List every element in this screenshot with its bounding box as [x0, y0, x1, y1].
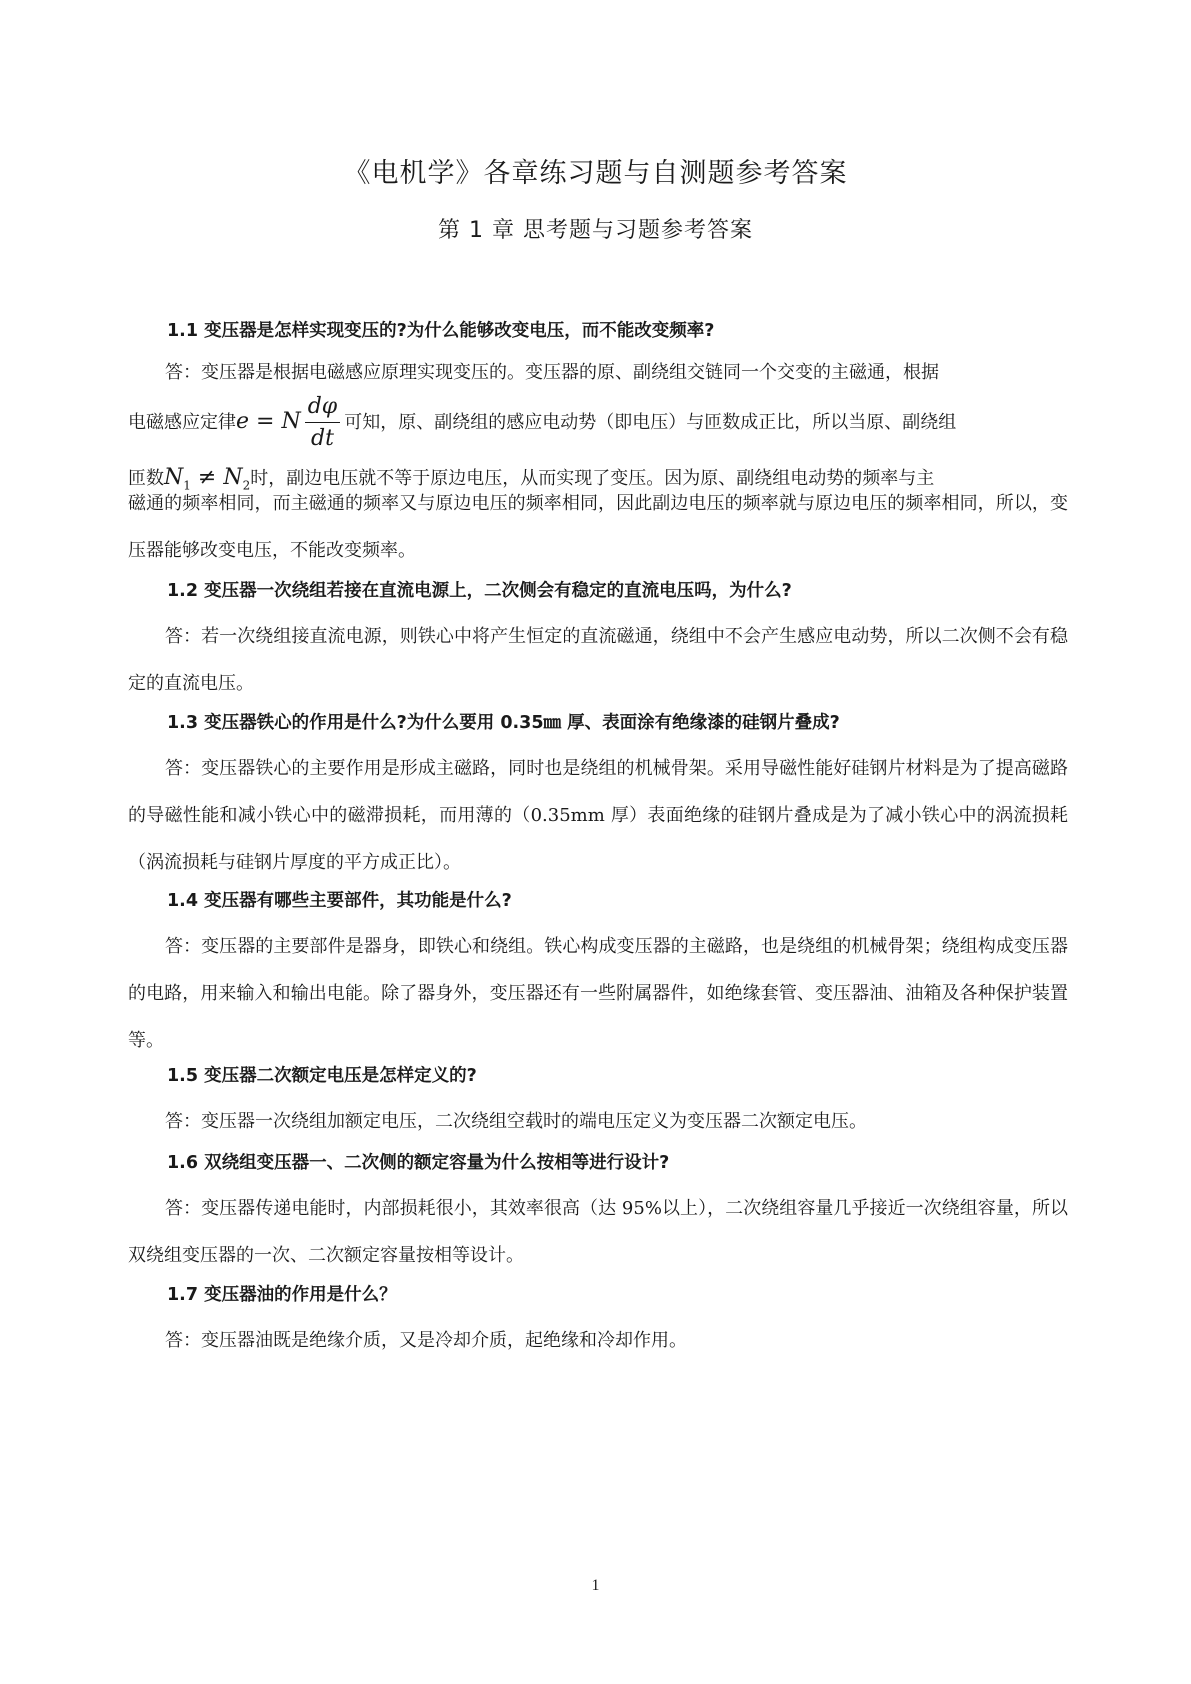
answer-text: 电磁感应定律 — [128, 412, 236, 433]
answer-1-3: 答：变压器铁心的主要作用是形成主磁路，同时也是绕组的机械骨架。采用导磁性能好硅钢片材料是为了提高磁路的导磁性能和减小铁心中的磁滞损耗，而用薄的（0.35mm 厚）表面绝缘的硅钢片叠成是为了减小铁心中的涡流损耗（涡流损耗与硅钢片厚度的平方成正比）。 — [128, 758, 1068, 873]
question-1-5: 1.5 变压器二次额定电压是怎样定义的? — [167, 1066, 477, 1086]
n2-symbol: N — [223, 465, 243, 490]
n1-subscript: 1 — [183, 478, 191, 493]
page-number: 1 — [591, 1577, 600, 1594]
question-1-3: 1.3 变压器铁心的作用是什么?为什么要用 0.35㎜ 厚、表面涂有绝缘漆的硅钢片叠成? — [167, 713, 840, 733]
answer-1-5: 答：变压器一次绕组加额定电压，二次绕组空载时的端电压定义为变压器二次额定电压。 — [165, 1111, 867, 1132]
not-equal-sign: ≠ — [190, 465, 224, 490]
question-1-1: 1.1 变压器是怎样实现变压的?为什么能够改变电压，而不能改变频率? — [167, 321, 715, 341]
formula-fraction — [305, 394, 341, 453]
answer-1-1-line-1: 答：变压器是根据电磁感应原理实现变压的。变压器的原、副绕组交链同一个交变的主磁通，根据 — [165, 362, 939, 383]
answer-1-2: 答：若一次绕组接直流电源，则铁心中将产生恒定的直流磁通，绕组中不会产生感应电动势，所以二次侧不会有稳定的直流电压。 — [128, 626, 1068, 694]
answer-text: 匝数 — [128, 468, 164, 489]
answer-text: 可知，原、副绕组的感应电动势（即电压）与匝数成正比，所以当原、副绕组 — [344, 412, 957, 433]
answer-1-1-line-2 — [128, 392, 1068, 452]
formula-numerator: dφ — [305, 394, 341, 423]
chapter-title: 第 1 章 思考题与习题参考答案 — [438, 218, 753, 243]
n1-symbol: N — [164, 465, 184, 490]
formula-lhs: e = N — [236, 409, 301, 434]
question-1-4: 1.4 变压器有哪些主要部件，其功能是什么? — [167, 891, 512, 911]
question-1-2: 1.2 变压器一次绕组若接在直流电源上，二次侧会有稳定的直流电压吗，为什么? — [167, 581, 792, 601]
answer-text: 时，副边电压就不等于原边电压，从而实现了变压。因为原、副绕组电动势的频率与主 — [250, 468, 935, 489]
question-1-6: 1.6 双绕组变压器一、二次侧的额定容量为什么按相等进行设计? — [167, 1153, 670, 1173]
answer-1-7: 答：变压器油既是绝缘介质，又是冷却介质，起绝缘和冷却作用。 — [165, 1330, 687, 1351]
answer-1-1-rest: 磁通的频率相同，而主磁通的频率又与原边电压的频率相同，因此副边电压的频率就与原边电压的频率相同，所以，变压器能够改变电压，不能改变频率。 — [128, 493, 1068, 561]
document-title: 《电机学》各章练习题与自测题参考答案 — [343, 158, 848, 189]
formula-denominator: dt — [310, 425, 334, 451]
answer-1-4: 答：变压器的主要部件是器身，即铁心和绕组。铁心构成变压器的主磁路，也是绕组的机械骨架；绕组构成变压器的电路，用来输入和输出电能。除了器身外，变压器还有一些附属器件，如绝缘套管、变压器油、油箱及各种保护装置等。 — [128, 936, 1068, 1051]
n2-subscript: 2 — [242, 478, 251, 493]
answer-1-6: 答：变压器传递电能时，内部损耗很小，其效率很高（达 95%以上），二次绕组容量几乎接近一次绕组容量，所以双绕组变压器的一次、二次额定容量按相等设计。 — [128, 1198, 1068, 1266]
question-1-7: 1.7 变压器油的作用是什么？ — [167, 1285, 397, 1305]
